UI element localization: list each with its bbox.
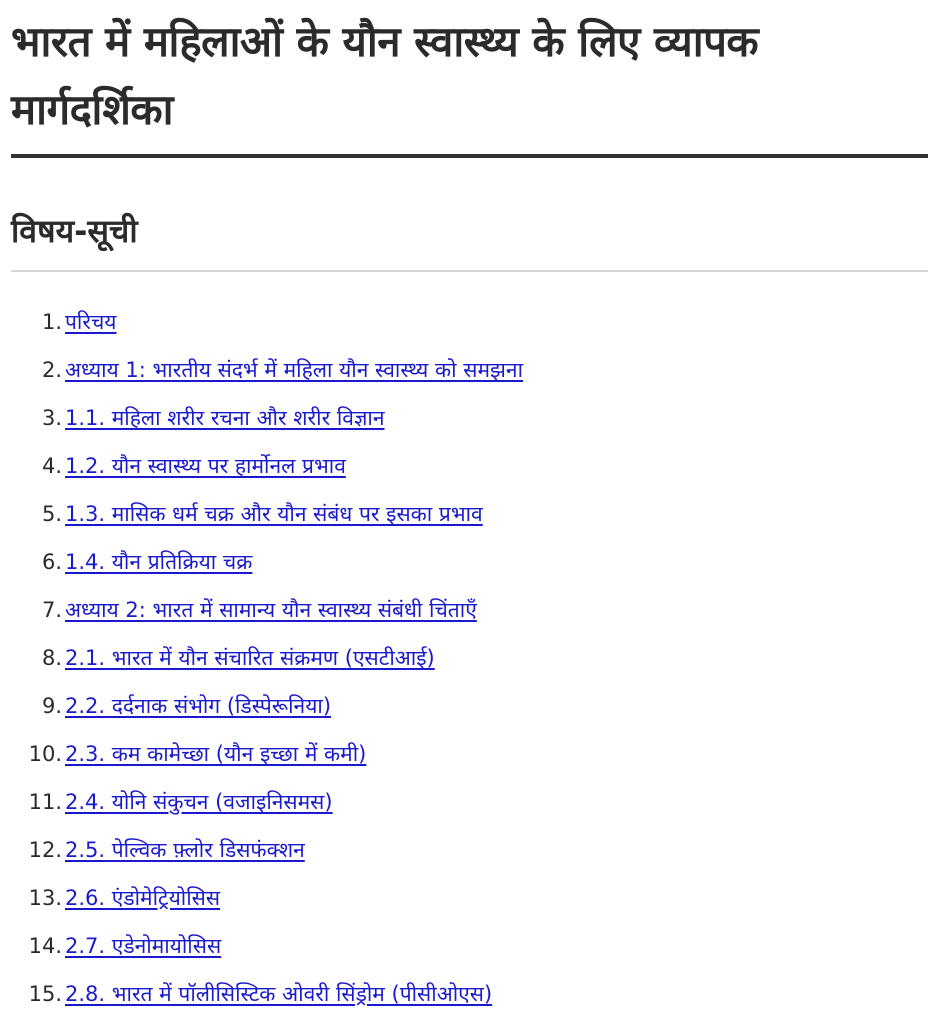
toc-item-number: 11. bbox=[28, 790, 62, 814]
toc-link-section-2-4[interactable]: 2.4. योनि संकुचन (वजाइनिसमस) bbox=[65, 790, 333, 814]
toc-link-section-1-4[interactable]: 1.4. यौन प्रतिक्रिया चक्र bbox=[65, 550, 253, 574]
toc-link-section-2-7[interactable]: 2.7. एडेनोमायोसिस bbox=[65, 934, 222, 958]
toc-item-number: 15. bbox=[28, 982, 62, 1006]
document-page bbox=[11, 0, 928, 1018]
page-title bbox=[11, 0, 928, 154]
toc-item-1 bbox=[11, 298, 928, 346]
toc-item-number: 1. bbox=[41, 310, 62, 334]
toc-item-8 bbox=[11, 634, 928, 682]
toc-item-number: 2. bbox=[41, 358, 62, 382]
toc-link-section-2-5[interactable]: 2.5. पेल्विक फ़्लोर डिसफंक्शन bbox=[65, 838, 305, 862]
toc-link-section-1-1[interactable]: 1.1. महिला शरीर रचना और शरीर विज्ञान bbox=[65, 406, 385, 430]
toc-link-section-1-2[interactable]: 1.2. यौन स्वास्थ्य पर हार्मोनल प्रभाव bbox=[65, 454, 346, 478]
toc-item-number: 5. bbox=[41, 502, 62, 526]
toc-item-number: 7. bbox=[41, 598, 62, 622]
toc-item-number: 14. bbox=[28, 934, 62, 958]
toc-item-7 bbox=[11, 586, 928, 634]
toc-link-section-2-2[interactable]: 2.2. दर्दनाक संभोग (डिस्पेरूनिया) bbox=[65, 694, 332, 718]
toc-item-12 bbox=[11, 826, 928, 874]
toc-item-2 bbox=[11, 346, 928, 394]
toc-item-11 bbox=[11, 778, 928, 826]
toc-item-number: 3. bbox=[41, 406, 62, 430]
toc-link-section-2-1[interactable]: 2.1. भारत में यौन संचारित संक्रमण (एसटीआई) bbox=[65, 646, 435, 670]
toc-item-number: 6. bbox=[41, 550, 62, 574]
toc-item-number: 12. bbox=[28, 838, 62, 862]
toc-link-chapter-1[interactable]: अध्याय 1: भारतीय संदर्भ में महिला यौन स्वास्थ्य को समझना bbox=[65, 358, 524, 382]
toc-item-10 bbox=[11, 730, 928, 778]
toc-item-number: 9. bbox=[41, 694, 62, 718]
toc-link-section-2-6[interactable]: 2.6. एंडोमेट्रियोसिस bbox=[65, 886, 221, 910]
toc-link-chapter-2[interactable]: अध्याय 2: भारत में सामान्य यौन स्वास्थ्य संबंधी चिंताएँ bbox=[65, 598, 477, 622]
toc-item-13 bbox=[11, 874, 928, 922]
toc-item-number: 8. bbox=[41, 646, 62, 670]
toc-item-number: 10. bbox=[28, 742, 62, 766]
toc-link-section-1-3[interactable]: 1.3. मासिक धर्म चक्र और यौन संबंध पर इसका प्रभाव bbox=[65, 502, 483, 526]
toc-item-5 bbox=[11, 490, 928, 538]
toc-item-3 bbox=[11, 394, 928, 442]
toc-link-introduction[interactable]: परिचय bbox=[65, 310, 117, 334]
page-title-line-2: मार्गदर्शिका bbox=[11, 85, 174, 134]
toc-list bbox=[11, 272, 928, 1018]
toc-heading: विषय-सूची bbox=[11, 212, 138, 250]
toc-item-9 bbox=[11, 682, 928, 730]
toc-item-15 bbox=[11, 970, 928, 1018]
toc-item-6 bbox=[11, 538, 928, 586]
toc-item-4 bbox=[11, 442, 928, 490]
toc-item-14 bbox=[11, 922, 928, 970]
toc-link-section-2-3[interactable]: 2.3. कम कामेच्छा (यौन इच्छा में कमी) bbox=[65, 742, 367, 766]
toc-link-section-2-8[interactable]: 2.8. भारत में पॉलीसिस्टिक ओवरी सिंड्रोम (पीसीओएस) bbox=[65, 982, 493, 1006]
page-title-line-1: भारत में महिलाओं के यौन स्वास्थ्य के लिए व्यापक bbox=[11, 17, 759, 66]
toc-item-number: 13. bbox=[28, 886, 62, 910]
toc-item-number: 4. bbox=[41, 454, 62, 478]
